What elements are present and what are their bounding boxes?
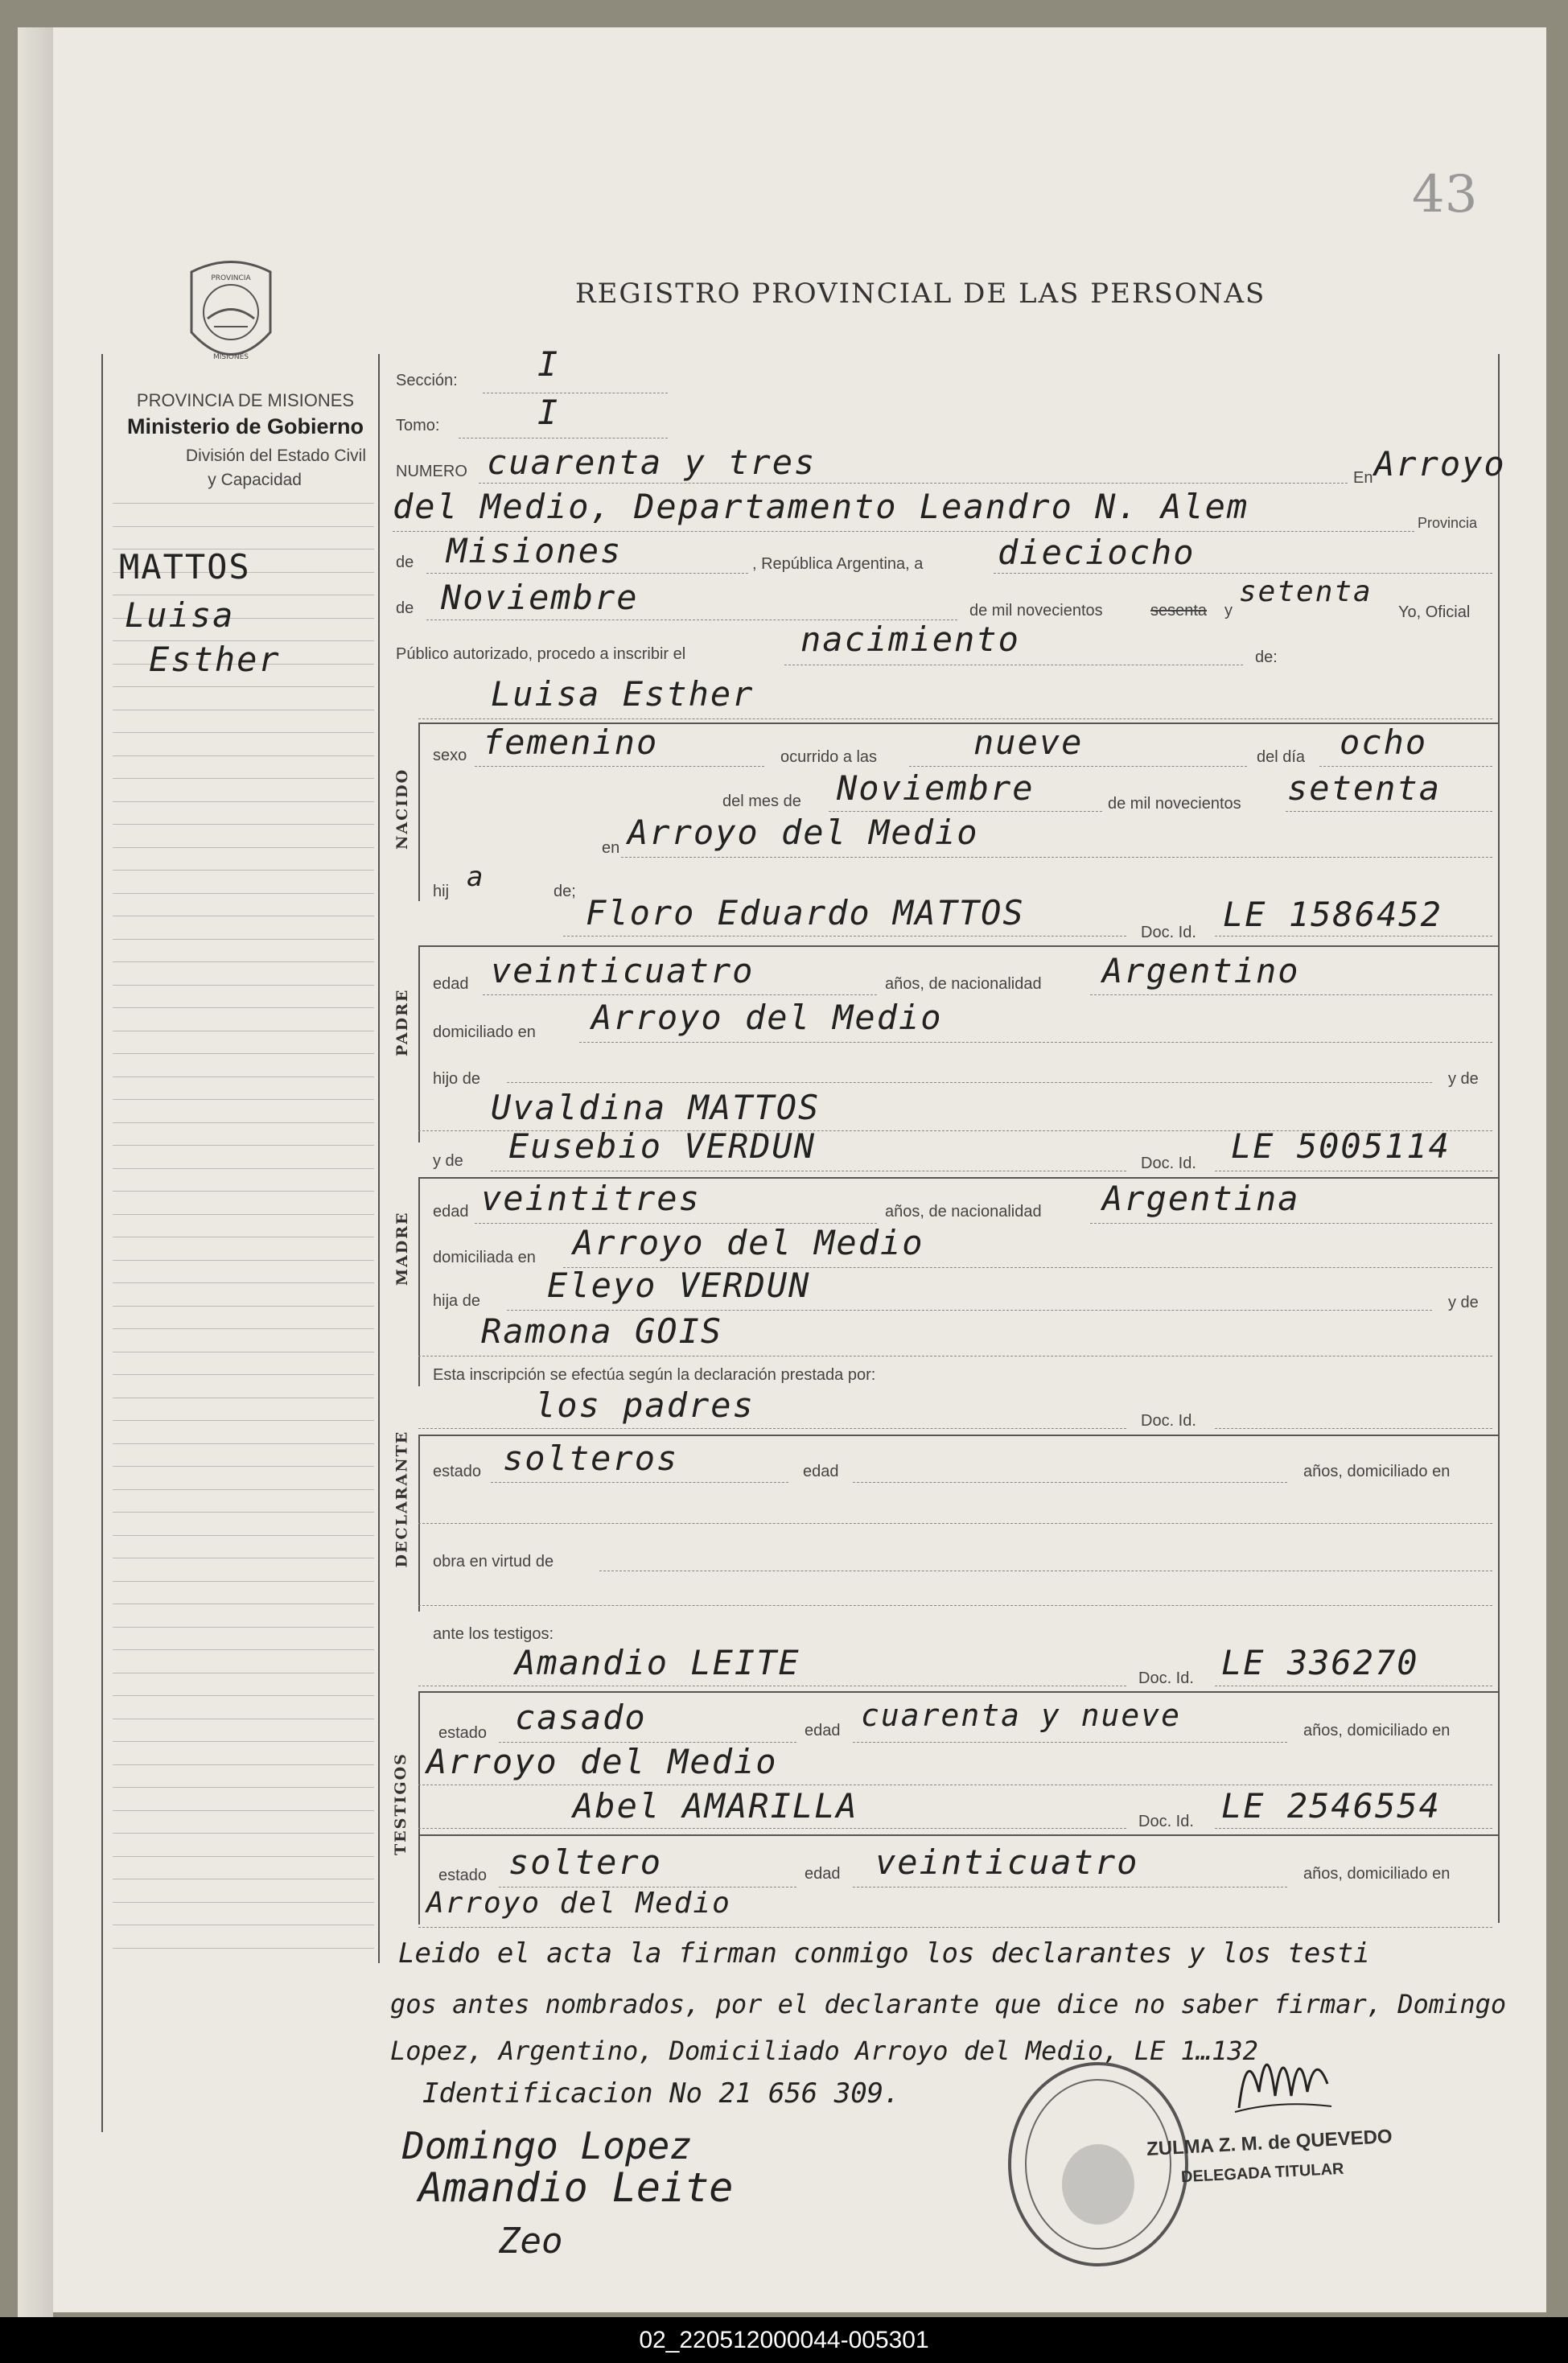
testigos-top-border — [418, 1691, 1498, 1693]
value-anio-nac: setenta — [1287, 768, 1442, 808]
label-de-mes: de — [396, 599, 414, 617]
margin-rule — [113, 1902, 374, 1903]
margin-rule — [113, 939, 374, 940]
label-edad-t2: edad — [805, 1865, 841, 1883]
provincial-seal — [183, 256, 278, 377]
value-testigo1-edad: cuarenta y nueve — [861, 1698, 1182, 1733]
division-line1: División del Estado Civil — [185, 447, 366, 465]
value-testigo2-edad: veinticuatro — [875, 1842, 1139, 1882]
margin-rule — [113, 1420, 374, 1421]
margin-rule — [113, 1443, 374, 1444]
value-testigo1: Amandio LEITE — [515, 1643, 800, 1682]
margin-rule — [113, 755, 374, 756]
division-line2: y Capacidad — [208, 471, 302, 489]
value-lugar-nac: Arroyo del Medio — [628, 813, 979, 852]
label-dom-madre: domiciliada en — [433, 1249, 536, 1266]
label-doc-testigo1: Doc. Id. — [1138, 1669, 1194, 1687]
rule-dia-nac — [1319, 766, 1492, 767]
value-hora: nueve — [973, 722, 1084, 762]
margin-rule — [113, 1581, 374, 1582]
margin-rule — [113, 1649, 374, 1650]
label-doc-padre: Doc. Id. — [1141, 924, 1196, 941]
rule-padre-nombre — [563, 936, 1126, 937]
footer-filename: 02_220512000044-005301 — [0, 2317, 1568, 2363]
label-hij: hij — [433, 883, 450, 900]
label-de-mil-nac: de mil novecientos — [1108, 795, 1241, 813]
page-title: REGISTRO PROVINCIAL DE LAS PERSONAS — [575, 278, 1266, 310]
label-anos-nac-madre: años, de nacionalidad — [885, 1203, 1042, 1221]
label-de-semicolon: de; — [554, 883, 576, 900]
label-y: y — [1224, 602, 1233, 620]
testigos-left-border — [418, 1691, 420, 1925]
value-lugar-en: Arroyo — [1374, 444, 1506, 484]
rule-declarante-estado — [491, 1482, 788, 1483]
margin-rule — [113, 1856, 374, 1857]
padre-top-border — [418, 945, 1498, 947]
value-anio-inscripcion: setenta — [1239, 575, 1373, 608]
value-dia-inscripcion: dieciocho — [998, 533, 1196, 572]
label-anos-dom-t2: años, domiciliado en — [1303, 1865, 1451, 1883]
margin-given1: Luisa — [125, 595, 235, 635]
label-doc-declarante: Doc. Id. — [1141, 1412, 1196, 1430]
margin-rule — [113, 1374, 374, 1375]
closing-line4: Identificacion No 21 656 309. — [422, 2077, 900, 2110]
rule-padre-doc — [1215, 936, 1492, 937]
value-seccion: I — [537, 344, 560, 384]
rule-padre-dom — [579, 1042, 1492, 1043]
margin-given2: Esther — [149, 640, 281, 679]
seal-top-text: PROVINCIA — [211, 274, 251, 282]
value-declarante-estado: solteros — [503, 1439, 679, 1478]
label-edad-madre: edad — [433, 1203, 469, 1221]
official-stamp — [1002, 2056, 1195, 2273]
value-hij-suffix: a — [467, 861, 485, 893]
margin-rule — [113, 985, 374, 986]
value-provincia: Misiones — [447, 531, 623, 570]
rule-madre-nac — [1090, 1223, 1492, 1224]
testigo2-divider — [418, 1834, 1498, 1836]
label-tomo: Tomo: — [396, 417, 440, 434]
rule-anio-nac — [1286, 811, 1492, 812]
margin-rule — [113, 1466, 374, 1467]
label-estado-t2: estado — [438, 1867, 488, 1884]
right-border — [1498, 354, 1500, 1923]
value-padre-padre: Eusebio VERDUN — [508, 1126, 817, 1166]
rule-doc-declarante — [1215, 1428, 1492, 1429]
margin-rule — [113, 1214, 374, 1215]
label-numero: NUMERO — [396, 463, 467, 480]
label-del-mes: del mes de — [722, 792, 801, 810]
label-obra: obra en virtud de — [433, 1553, 554, 1571]
margin-rule — [113, 1535, 374, 1536]
rule-mes-nac — [829, 811, 1102, 812]
rule-declarante — [418, 1428, 1126, 1429]
margin-rule — [113, 1306, 374, 1307]
value-sexo: femenino — [483, 722, 659, 762]
value-padre-padre-doc: LE 5005114 — [1231, 1126, 1451, 1166]
signature-domingo: Domingo Lopez — [402, 2124, 693, 2167]
rule-hijo-de — [507, 1082, 1432, 1083]
rule-dia — [994, 573, 1492, 574]
label-ocurrido: ocurrido a las — [780, 748, 878, 766]
margin-rule — [113, 1603, 374, 1604]
label-ante-testigos: ante los testigos: — [433, 1625, 554, 1643]
rule-lugar-nac — [621, 857, 1492, 858]
value-madre-nac: Argentina — [1102, 1179, 1300, 1218]
rule-t2-dom — [418, 1927, 1492, 1928]
rule-numero — [479, 483, 1348, 484]
label-inscripcion: Esta inscripción se efectúa según la declaración prestada por: — [433, 1366, 876, 1384]
value-testigo1-doc: LE 336270 — [1221, 1643, 1419, 1682]
value-madre-padre: Eleyo VERDUN — [547, 1266, 811, 1305]
closing-line1: Leido el acta la firman conmigo los declarantes y los testi — [398, 1937, 1370, 1970]
value-nombre: Luisa Esther — [491, 674, 755, 714]
value-testigo2: Abel AMARILLA — [573, 1786, 858, 1826]
label-de-mil: de mil novecientos — [969, 602, 1103, 620]
rule-provincia — [426, 573, 748, 574]
value-testigo2-doc: LE 2546554 — [1221, 1786, 1441, 1826]
rule-testigo2-doc — [1215, 1828, 1492, 1829]
value-declarante: los padres — [535, 1385, 755, 1425]
value-mes-inscripcion: Noviembre — [441, 578, 639, 617]
margin-rule — [113, 1489, 374, 1490]
margin-rule — [113, 1833, 374, 1834]
value-testigo1-estado: casado — [515, 1698, 647, 1737]
margin-rule — [113, 1810, 374, 1811]
value-padre-domicilio: Arroyo del Medio — [591, 998, 943, 1037]
margin-rule — [113, 893, 374, 894]
margin-rule — [113, 1328, 374, 1329]
margin-rule — [113, 1741, 374, 1742]
margin-rule — [113, 1282, 374, 1283]
label-dom-padre: domiciliado en — [433, 1023, 536, 1041]
madre-left-border — [418, 1177, 420, 1386]
margin-rule — [113, 1122, 374, 1123]
label-edad-padre: edad — [433, 975, 469, 993]
value-madre-madre: Ramona GOIS — [481, 1311, 723, 1351]
rule-obra2 — [418, 1605, 1492, 1606]
seal-bottom-text: MISIONES — [212, 353, 249, 361]
rule-t1-edad — [853, 1742, 1287, 1743]
value-dia-nac: ocho — [1340, 722, 1428, 762]
section-nacido: NACIDO — [393, 768, 411, 850]
rule-padre-nac — [1090, 994, 1492, 995]
label-de-colon: de: — [1255, 648, 1278, 666]
official-signature — [1231, 2019, 1335, 2124]
section-testigos: TESTIGOS — [392, 1752, 409, 1855]
section-padre: PADRE — [393, 988, 411, 1056]
margin-rule — [113, 847, 374, 848]
margin-rule — [113, 686, 374, 687]
value-testigo1-dom: Arroyo del Medio — [426, 1742, 778, 1781]
label-en: En — [1353, 469, 1373, 487]
rule-madre-padre — [507, 1310, 1432, 1311]
label-y-de-abuelo: y de — [433, 1152, 463, 1170]
page-gutter — [18, 27, 53, 2344]
label-publico: Público autorizado, procedo a inscribir el — [396, 645, 686, 663]
left-column-divider — [378, 354, 380, 1963]
rule-padre-edad — [483, 994, 877, 995]
label-yo-oficial: Yo, Oficial — [1398, 603, 1471, 621]
margin-rule — [113, 1948, 374, 1949]
value-testigo2-dom: Arroyo del Medio — [426, 1887, 731, 1920]
label-anos-dom-declarante: años, domiciliado en — [1303, 1463, 1451, 1480]
value-padre-edad: veinticuatro — [491, 951, 755, 990]
margin-rule — [113, 1512, 374, 1513]
margin-rule — [113, 732, 374, 733]
label-y-de-madre: y de — [1448, 1294, 1479, 1311]
label-anos-nac-padre: años, de nacionalidad — [885, 975, 1042, 993]
closing-line2: gos antes nombrados, por el declarante que dice no saber firmar, Domingo — [390, 1989, 1507, 2019]
label-doc-testigo2: Doc. Id. — [1138, 1813, 1194, 1830]
signature-amandio: Amandio Leite — [418, 2164, 734, 2211]
margin-rule — [113, 1168, 374, 1169]
label-anos-dom-t1: años, domiciliado en — [1303, 1722, 1451, 1739]
declarante-top-border — [418, 1435, 1498, 1436]
value-lugar-line: del Medio, Departamento Leandro N. Alem — [393, 487, 1249, 526]
padre-left-border — [418, 945, 420, 1142]
margin-surname: MATTOS — [119, 547, 251, 587]
margin-rule — [113, 1787, 374, 1788]
ministry-name: Ministerio de Gobierno — [126, 414, 364, 438]
label-provincia: Provincia — [1418, 515, 1478, 531]
label-y-de-padre: y de — [1448, 1070, 1479, 1088]
rule-sexo — [475, 766, 764, 767]
margin-rule — [113, 526, 374, 527]
margin-rule — [113, 961, 374, 962]
value-padre-doc: LE 1586452 — [1223, 895, 1442, 934]
label-sesenta-struck: sesenta — [1150, 602, 1208, 620]
closing-line3: Lopez, Argentino, Domiciliado Arroyo del Medio, LE 1…132 — [390, 2036, 1258, 2066]
value-madre-domicilio: Arroyo del Medio — [573, 1223, 924, 1262]
label-republica: , República Argentina, a — [752, 555, 924, 573]
signature-third: Zeo — [499, 2221, 563, 2262]
margin-rule — [113, 1260, 374, 1261]
nacido-left-border — [418, 722, 420, 901]
margin-rule — [113, 801, 374, 802]
label-doc-abuelo: Doc. Id. — [1141, 1155, 1196, 1172]
value-numero: cuarenta y tres — [487, 443, 817, 482]
rule-declarante-dom — [418, 1523, 1492, 1524]
margin-rule — [113, 1695, 374, 1696]
margin-rule — [113, 1191, 374, 1192]
stamp-delegada-role: DELEGADA TITULAR — [1180, 2159, 1344, 2187]
margin-rule — [113, 1053, 374, 1054]
margin-rule — [113, 870, 374, 871]
value-mes-nac: Noviembre — [837, 768, 1035, 808]
section-declarante: DECLARANTE — [393, 1430, 411, 1568]
label-edad-t1: edad — [805, 1722, 841, 1739]
province-name: PROVINCIA DE MISIONES — [136, 390, 355, 410]
label-sexo: sexo — [433, 747, 467, 764]
label-edad-declarante: edad — [803, 1463, 839, 1480]
label-estado-t1: estado — [438, 1724, 488, 1742]
margin-rule — [113, 824, 374, 825]
value-padre-nac: Argentino — [1102, 951, 1300, 990]
margin-rule — [113, 1627, 374, 1628]
value-tomo: I — [537, 393, 560, 432]
margin-rule — [113, 1099, 374, 1100]
label-del-dia: del día — [1257, 748, 1306, 766]
value-testigo2-estado: soltero — [508, 1842, 663, 1882]
rule-testigo2 — [418, 1828, 1126, 1829]
rule-declarante-edad — [853, 1482, 1287, 1483]
margin-rule — [113, 503, 374, 504]
label-hija-de: hija de — [433, 1292, 480, 1310]
label-hijo-de: hijo de — [433, 1070, 480, 1088]
section-madre: MADRE — [393, 1211, 411, 1286]
margin-rule — [113, 1145, 374, 1146]
left-column-border — [101, 354, 103, 2132]
rule-t2-edad — [853, 1887, 1287, 1888]
rule-hora — [909, 766, 1247, 767]
margin-rule — [113, 1764, 374, 1765]
page-number: 43 — [1412, 165, 1478, 224]
margin-rule — [113, 1007, 374, 1008]
value-madre-edad: veintitres — [481, 1179, 701, 1218]
stamp-delegada-name: ZULMA Z. M. de QUEVEDO — [1146, 2126, 1393, 2160]
margin-rule — [113, 778, 374, 779]
label-estado-declarante: estado — [433, 1463, 482, 1480]
value-padre-nombre: Floro Eduardo MATTOS — [586, 893, 1025, 932]
rule-nombre — [418, 718, 1492, 719]
label-en-nac: en — [602, 839, 620, 857]
value-acto: nacimiento — [800, 620, 1020, 659]
label-de-prov: de — [396, 554, 414, 571]
value-padre-madre: Uvaldina MATTOS — [491, 1088, 821, 1127]
label-seccion: Sección: — [396, 372, 458, 389]
